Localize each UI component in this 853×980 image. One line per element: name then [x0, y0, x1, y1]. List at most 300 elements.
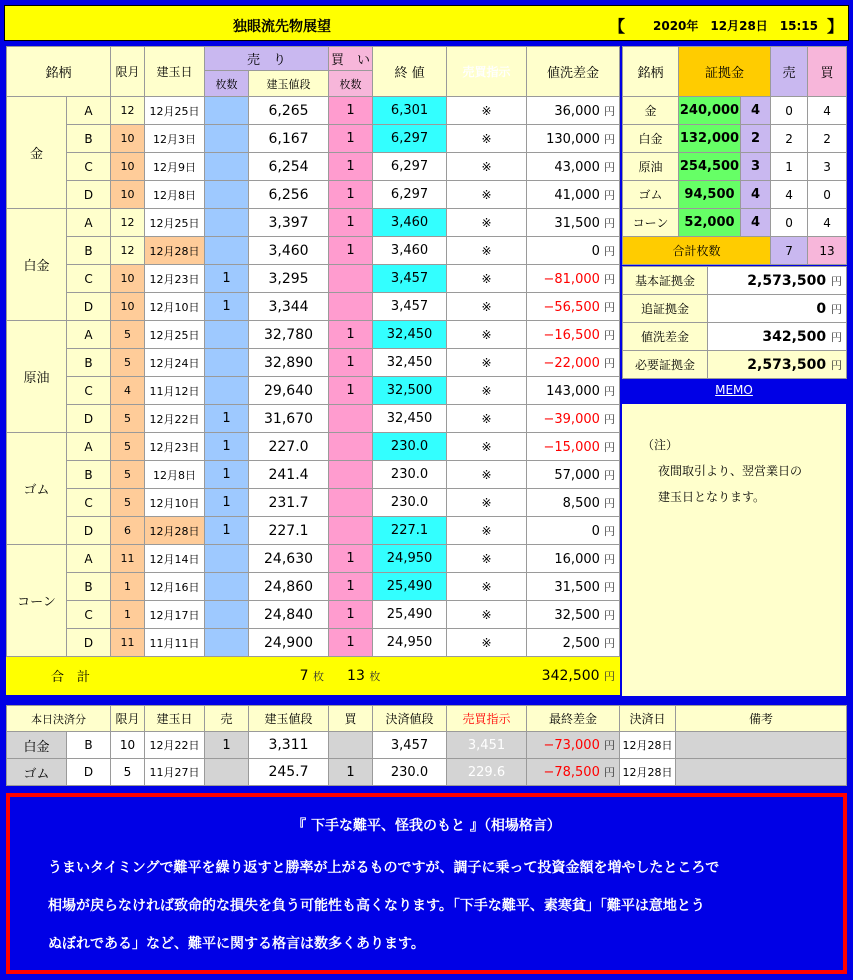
- buy-count: [329, 517, 373, 545]
- contract-month: 1: [111, 573, 145, 601]
- position-date: 12月14日: [145, 545, 205, 573]
- settle-header-saishu: 最終差金: [527, 706, 620, 732]
- trade-instruction: ※: [447, 489, 527, 517]
- position-date: 12月16日: [145, 573, 205, 601]
- margin-sell: 0: [771, 209, 808, 237]
- header-nearai-sakin: 値洗差金: [527, 47, 620, 97]
- position-date: 12月25日: [145, 209, 205, 237]
- diff-value: 8,500: [562, 495, 600, 511]
- header-meigara: 銘柄: [7, 47, 111, 97]
- close-price: 24,950: [373, 629, 447, 657]
- contract-letter: D: [67, 405, 111, 433]
- settle-shiji: 3,451: [447, 732, 527, 759]
- contract-month: 10: [111, 181, 145, 209]
- sell-count: [205, 573, 249, 601]
- sell-count: 1: [205, 405, 249, 433]
- yen-unit: 円: [604, 244, 616, 258]
- yen-unit: 円: [604, 160, 616, 174]
- contract-month: 5: [111, 433, 145, 461]
- yen-unit: 円: [831, 274, 842, 288]
- margin-buy: 3: [808, 153, 847, 181]
- margin-header-meigara: 銘柄: [623, 47, 679, 97]
- settle-month: 5: [111, 759, 145, 786]
- mark-to-market-diff: [527, 405, 620, 433]
- margin-header-kai: 買: [808, 47, 847, 97]
- settle-commodity: 白金: [7, 732, 67, 759]
- trade-instruction: ※: [447, 265, 527, 293]
- yen-unit: 円: [604, 328, 616, 342]
- settle-header-shiji: 売買指示: [447, 706, 527, 732]
- close-price: 32,450: [373, 349, 447, 377]
- margin-commodity: 金: [623, 97, 679, 125]
- position-date: 12月10日: [145, 489, 205, 517]
- margin-header-uri: 売: [771, 47, 808, 97]
- trade-instruction: ※: [447, 545, 527, 573]
- margin-count: 3: [741, 153, 771, 181]
- margin-sell: 1: [771, 153, 808, 181]
- close-price: 3,457: [373, 293, 447, 321]
- sell-count: 1: [205, 265, 249, 293]
- position-date: 12月28日: [145, 517, 205, 545]
- margin-amount: 240,000: [679, 97, 741, 125]
- contract-month: 10: [111, 265, 145, 293]
- sell-count: [205, 237, 249, 265]
- sell-count: [205, 349, 249, 377]
- diff-value: 31,500: [554, 579, 600, 595]
- diff-value: −56,500: [543, 299, 600, 315]
- yen-unit: 円: [604, 739, 615, 752]
- commodity-name: ゴム: [7, 433, 67, 545]
- margin-amount: 94,500: [679, 181, 741, 209]
- sell-count: 1: [205, 489, 249, 517]
- contract-letter: A: [67, 433, 111, 461]
- positions-table: [6, 46, 620, 695]
- close-price: 32,500: [373, 377, 447, 405]
- contract-letter: B: [67, 125, 111, 153]
- header-gengetsu: 限月: [111, 47, 145, 97]
- diff-value: 16,000: [554, 551, 600, 567]
- contract-month: 11: [111, 629, 145, 657]
- buy-count: 1: [329, 573, 373, 601]
- settle-commodity: ゴム: [7, 759, 67, 786]
- diff-value: 2,500: [562, 635, 600, 651]
- close-price: 6,297: [373, 153, 447, 181]
- position-date: 12月24日: [145, 349, 205, 377]
- position-price: 24,900: [249, 629, 329, 657]
- mark-to-market-diff: [527, 321, 620, 349]
- sell-count: [205, 153, 249, 181]
- summary-label: 追証拠金: [623, 295, 708, 323]
- trade-instruction: ※: [447, 601, 527, 629]
- trade-instruction: ※: [447, 153, 527, 181]
- position-date: 12月25日: [145, 97, 205, 125]
- close-price: 230.0: [373, 433, 447, 461]
- trade-instruction: ※: [447, 517, 527, 545]
- page-title: 独眼流先物展望: [233, 19, 331, 35]
- mark-to-market-diff: [527, 349, 620, 377]
- buy-count: 1: [329, 125, 373, 153]
- contract-month: 10: [111, 125, 145, 153]
- contract-letter: B: [67, 461, 111, 489]
- yen-unit: 円: [604, 384, 616, 398]
- summary-label: 必要証拠金: [623, 351, 708, 379]
- yen-unit: 円: [604, 104, 616, 118]
- total-label: 合 計: [7, 657, 145, 695]
- memo-link[interactable]: MEMO: [715, 383, 753, 397]
- settle-price: 3,311: [249, 732, 329, 759]
- total-diff: 342,500 円: [447, 657, 620, 695]
- position-date: 12月8日: [145, 181, 205, 209]
- summary-amount: 342,500: [762, 328, 827, 345]
- sell-count: [205, 545, 249, 573]
- close-price: 230.0: [373, 461, 447, 489]
- yen-unit: 円: [831, 302, 842, 316]
- sell-count: 1: [205, 461, 249, 489]
- date-bracket-close: 】: [827, 17, 844, 36]
- memo-line-2: 夜間取引より、翌営業日の: [658, 464, 803, 478]
- trade-instruction: ※: [447, 461, 527, 489]
- settle-buy: [329, 732, 373, 759]
- buy-count: 1: [329, 237, 373, 265]
- close-price: 230.0: [373, 489, 447, 517]
- yen-unit: 円: [604, 766, 615, 779]
- yen-unit: 円: [604, 300, 616, 314]
- settle-header-uri: 売: [205, 706, 249, 732]
- diff-value: 57,000: [554, 467, 600, 483]
- summary-value: [708, 351, 847, 379]
- contract-month: 6: [111, 517, 145, 545]
- close-price: 25,490: [373, 573, 447, 601]
- proverb-line-2: 相場が戻らなければ致命的な損失を負う可能性も高くなります。「下手な難平、素寒貧」「難平は意地とう: [48, 898, 705, 914]
- close-price: 24,950: [373, 545, 447, 573]
- settle-header-tategyokubi: 建玉日: [145, 706, 205, 732]
- contract-month: 4: [111, 377, 145, 405]
- sell-count: [205, 97, 249, 125]
- buy-count: [329, 433, 373, 461]
- proverb-line-1: うまいタイミングで難平を繰り返すと勝率が上がるものですが、調子に乗って投資金額を増やしたところで: [48, 860, 720, 876]
- settle-kessaibi: 12月28日: [620, 759, 676, 786]
- contract-letter: D: [67, 293, 111, 321]
- settle-header-kessaibi: 決済日: [620, 706, 676, 732]
- position-price: 32,890: [249, 349, 329, 377]
- contract-letter: B: [67, 237, 111, 265]
- close-price: 25,490: [373, 601, 447, 629]
- date-time: 2020年 12月28日 15:15: [653, 19, 818, 33]
- settle-sell: [205, 759, 249, 786]
- yen-unit: 円: [604, 272, 616, 286]
- position-date: 12月17日: [145, 601, 205, 629]
- diff-value: 32,500: [554, 607, 600, 623]
- contract-letter: A: [67, 209, 111, 237]
- sell-count: [205, 125, 249, 153]
- settle-header-kessai: 決済値段: [373, 706, 447, 732]
- margin-commodity: コーン: [623, 209, 679, 237]
- mark-to-market-diff: [527, 153, 620, 181]
- yen-unit: 円: [831, 330, 842, 344]
- mark-to-market-diff: [527, 573, 620, 601]
- contract-letter: D: [67, 517, 111, 545]
- margin-total-label: 合計枚数: [623, 237, 771, 265]
- contract-month: 10: [111, 153, 145, 181]
- close-price: 32,450: [373, 405, 447, 433]
- diff-value: 43,000: [554, 159, 600, 175]
- contract-month: 10: [111, 293, 145, 321]
- settle-letter: B: [67, 732, 111, 759]
- settle-diff-value: −78,500: [543, 765, 600, 780]
- position-price: 6,256: [249, 181, 329, 209]
- header-tategyokubi: 建玉日: [145, 47, 205, 97]
- contract-letter: A: [67, 545, 111, 573]
- settle-buy: 1: [329, 759, 373, 786]
- diff-value: −39,000: [543, 411, 600, 427]
- close-price: 32,450: [373, 321, 447, 349]
- header-owarine: 終 値: [373, 47, 447, 97]
- total-buy: 13 枚: [329, 657, 447, 695]
- commodity-name: コーン: [7, 545, 67, 657]
- settle-sell: 1: [205, 732, 249, 759]
- yen-unit: 円: [604, 440, 616, 454]
- summary-label: 値洗差金: [623, 323, 708, 351]
- margin-amount: 132,000: [679, 125, 741, 153]
- margin-sell: 4: [771, 181, 808, 209]
- contract-letter: D: [67, 181, 111, 209]
- buy-count: 1: [329, 601, 373, 629]
- yen-unit: 円: [604, 188, 616, 202]
- settle-kessai: 3,457: [373, 732, 447, 759]
- yen-unit: 円: [604, 608, 616, 622]
- sell-count: [205, 377, 249, 405]
- position-date: 12月3日: [145, 125, 205, 153]
- contract-month: 5: [111, 405, 145, 433]
- title-bar: [4, 5, 849, 41]
- sell-count: [205, 629, 249, 657]
- diff-value: −16,500: [543, 327, 600, 343]
- margin-table: [622, 46, 847, 265]
- position-price: 227.0: [249, 433, 329, 461]
- summary-value: [708, 267, 847, 295]
- margin-sell: 0: [771, 97, 808, 125]
- trade-instruction: ※: [447, 321, 527, 349]
- margin-buy: 4: [808, 97, 847, 125]
- sell-count: [205, 209, 249, 237]
- position-price: 3,460: [249, 237, 329, 265]
- total-sell: 7 枚: [145, 657, 329, 695]
- commodity-name: 金: [7, 97, 67, 209]
- buy-count: [329, 405, 373, 433]
- position-price: 231.7: [249, 489, 329, 517]
- header-kai: 買 い: [329, 47, 373, 71]
- margin-commodity: 白金: [623, 125, 679, 153]
- proverb-title: 『 下手な難平、怪我のもと 』（相場格言）: [292, 818, 561, 834]
- close-price: 6,301: [373, 97, 447, 125]
- buy-count: 1: [329, 349, 373, 377]
- position-date: 12月9日: [145, 153, 205, 181]
- diff-value: −81,000: [543, 271, 600, 287]
- margin-amount: 52,000: [679, 209, 741, 237]
- margin-count: 4: [741, 97, 771, 125]
- memo-line-3: 建玉日となります。: [658, 490, 766, 504]
- margin-buy: 0: [808, 181, 847, 209]
- commodity-name: 白金: [7, 209, 67, 321]
- contract-letter: B: [67, 573, 111, 601]
- position-price: 31,670: [249, 405, 329, 433]
- position-price: 241.4: [249, 461, 329, 489]
- position-price: 24,860: [249, 573, 329, 601]
- contract-letter: D: [67, 629, 111, 657]
- buy-count: 1: [329, 545, 373, 573]
- position-price: 227.1: [249, 517, 329, 545]
- margin-sell: 2: [771, 125, 808, 153]
- yen-unit: 円: [604, 132, 616, 146]
- mark-to-market-diff: [527, 97, 620, 125]
- buy-count: [329, 489, 373, 517]
- trade-instruction: ※: [447, 181, 527, 209]
- diff-value: 0: [591, 243, 600, 259]
- contract-letter: C: [67, 489, 111, 517]
- summary-label: 基本証拠金: [623, 267, 708, 295]
- header-uri: 売 り: [205, 47, 329, 71]
- position-price: 3,344: [249, 293, 329, 321]
- mark-to-market-diff: [527, 125, 620, 153]
- margin-header-shokokin: 証拠金: [679, 47, 771, 97]
- mark-to-market-diff: [527, 293, 620, 321]
- contract-letter: B: [67, 349, 111, 377]
- mark-to-market-diff: [527, 433, 620, 461]
- close-price: 6,297: [373, 125, 447, 153]
- trade-instruction: ※: [447, 573, 527, 601]
- buy-count: [329, 293, 373, 321]
- trade-instruction: ※: [447, 125, 527, 153]
- yen-unit: 円: [604, 412, 616, 426]
- position-date: 12月25日: [145, 321, 205, 349]
- contract-letter: A: [67, 321, 111, 349]
- summary-amount: 0: [816, 300, 827, 317]
- commodity-name: 原油: [7, 321, 67, 433]
- yen-unit: 円: [604, 636, 616, 650]
- mark-to-market-diff: [527, 461, 620, 489]
- trade-instruction: ※: [447, 349, 527, 377]
- mark-to-market-diff: [527, 601, 620, 629]
- date-bracket-open: 【: [609, 17, 626, 36]
- position-date: 12月23日: [145, 433, 205, 461]
- mark-to-market-diff: [527, 629, 620, 657]
- settle-final-diff: [527, 732, 620, 759]
- margin-total-buy: 13: [808, 237, 847, 265]
- buy-count: [329, 461, 373, 489]
- position-price: 6,265: [249, 97, 329, 125]
- trade-instruction: ※: [447, 377, 527, 405]
- contract-letter: C: [67, 601, 111, 629]
- margin-count: 4: [741, 181, 771, 209]
- sell-count: [205, 321, 249, 349]
- close-price: 6,297: [373, 181, 447, 209]
- settle-final-diff: [527, 759, 620, 786]
- settlement-table: [6, 705, 847, 786]
- sell-count: 1: [205, 293, 249, 321]
- position-date: 12月8日: [145, 461, 205, 489]
- contract-letter: C: [67, 265, 111, 293]
- settle-header-biko: 備考: [676, 706, 847, 732]
- buy-count: 1: [329, 629, 373, 657]
- contract-letter: C: [67, 377, 111, 405]
- summary-amount: 2,573,500: [747, 272, 827, 289]
- mark-to-market-diff: [527, 237, 620, 265]
- diff-value: 0: [591, 523, 600, 539]
- buy-count: 1: [329, 97, 373, 125]
- settle-header-gengetsu: 限月: [111, 706, 145, 732]
- diff-value: 31,500: [554, 215, 600, 231]
- summary-value: [708, 323, 847, 351]
- position-date: 12月22日: [145, 405, 205, 433]
- buy-count: 1: [329, 209, 373, 237]
- contract-month: 5: [111, 489, 145, 517]
- settle-month: 10: [111, 732, 145, 759]
- buy-count: 1: [329, 181, 373, 209]
- mark-to-market-diff: [527, 265, 620, 293]
- trade-instruction: ※: [447, 405, 527, 433]
- summary-amount: 2,573,500: [747, 356, 827, 373]
- proverb-box: [6, 793, 847, 974]
- position-date: 12月28日: [145, 237, 205, 265]
- margin-total-sell: 7: [771, 237, 808, 265]
- position-price: 32,780: [249, 321, 329, 349]
- proverb-line-3: ぬぼれである」など、難平に関する格言は数多くあります。: [48, 936, 425, 952]
- margin-count: 2: [741, 125, 771, 153]
- header-maisu-buy: 枚数: [329, 71, 373, 97]
- diff-value: −15,000: [543, 439, 600, 455]
- position-price: 29,640: [249, 377, 329, 405]
- contract-month: 12: [111, 237, 145, 265]
- mark-to-market-diff: [527, 545, 620, 573]
- close-price: 3,460: [373, 237, 447, 265]
- yen-unit: 円: [604, 468, 616, 482]
- settle-price: 245.7: [249, 759, 329, 786]
- yen-unit: 円: [604, 524, 616, 538]
- trade-instruction: ※: [447, 237, 527, 265]
- position-price: 24,630: [249, 545, 329, 573]
- diff-value: 130,000: [546, 131, 600, 147]
- mark-to-market-diff: [527, 181, 620, 209]
- diff-value: 143,000: [546, 383, 600, 399]
- contract-month: 5: [111, 321, 145, 349]
- mark-to-market-diff: [527, 377, 620, 405]
- margin-buy: 2: [808, 125, 847, 153]
- settle-date: 11月27日: [145, 759, 205, 786]
- diff-value: −22,000: [543, 355, 600, 371]
- sell-count: 1: [205, 517, 249, 545]
- position-price: 6,254: [249, 153, 329, 181]
- yen-unit: 円: [604, 216, 616, 230]
- header-baibai-shiji: 売買指示: [447, 47, 527, 97]
- trade-instruction: ※: [447, 97, 527, 125]
- contract-letter: C: [67, 153, 111, 181]
- margin-amount: 254,500: [679, 153, 741, 181]
- summary-table: [622, 266, 847, 379]
- yen-unit: 円: [831, 358, 842, 372]
- mark-to-market-diff: [527, 209, 620, 237]
- settle-biko: [676, 759, 847, 786]
- sell-count: 1: [205, 433, 249, 461]
- margin-count: 4: [741, 209, 771, 237]
- buy-count: 1: [329, 153, 373, 181]
- header-maisu-sell: 枚数: [205, 71, 249, 97]
- margin-commodity: ゴム: [623, 181, 679, 209]
- settle-kessaibi: 12月28日: [620, 732, 676, 759]
- buy-count: [329, 265, 373, 293]
- settle-header-label: 本日決済分: [7, 706, 111, 732]
- close-price: 227.1: [373, 517, 447, 545]
- position-date: 11月12日: [145, 377, 205, 405]
